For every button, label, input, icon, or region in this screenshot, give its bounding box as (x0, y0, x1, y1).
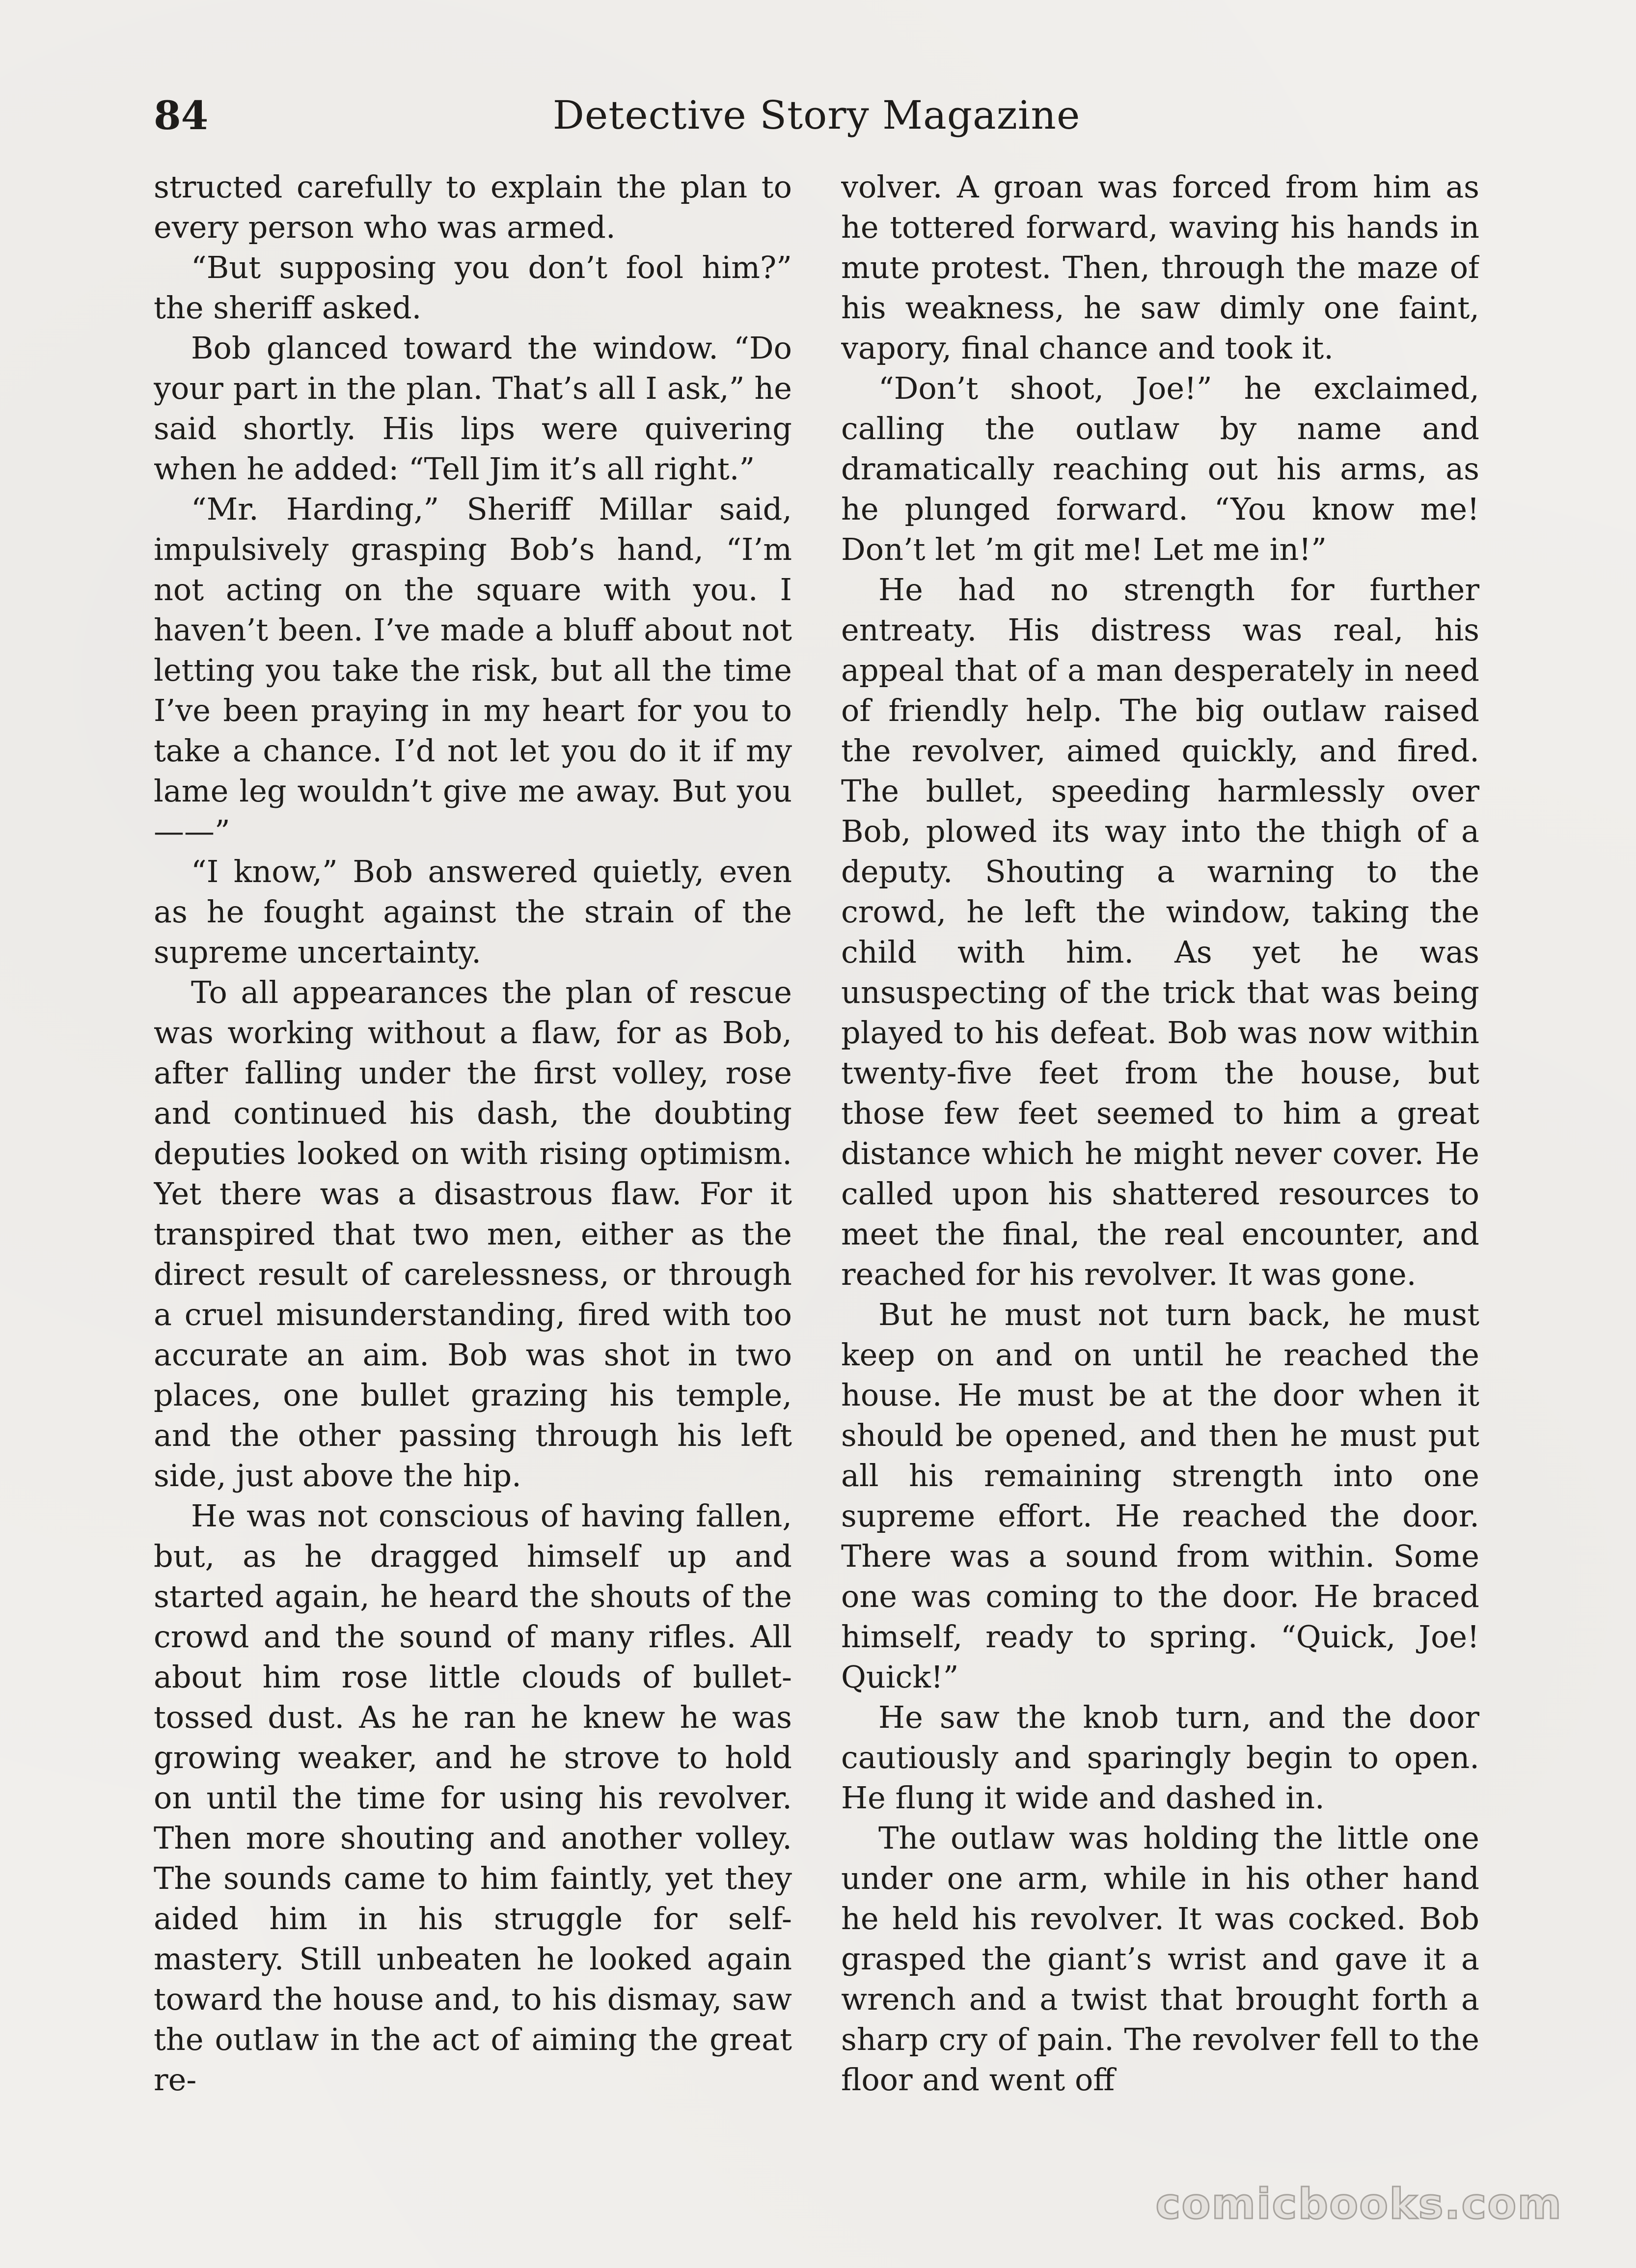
page-number: 84 (154, 92, 209, 138)
paragraph: He had no strength for further entreaty. His distress was real, his appeal that of a man desperately in need of friendly help. The big outlaw raised the revolver, aimed quickly, and fired. The bullet, speeding harmlessly over Bob, plowed its way into the thigh of a deputy. Shouting a warning to the crowd, he left the window, taking the child with him. As yet he was unsuspecting of the trick that was being played to his defeat. Bob was now within twenty-five feet from the house, but those few feet seemed to him a great distance which he might never cover. He called upon his shattered resources to meet the final, the real encounter, and reached for his revolver. It was gone. (841, 572, 1479, 1292)
watermark-logo: comicbooks.com (1155, 2180, 1562, 2229)
paragraph: “But supposing you don’t fool him?” the sheriff asked. (154, 249, 792, 326)
paragraph: “I know,” Bob answered quietly, even as he fought against the strain of the supreme uncertainty. (154, 854, 792, 970)
paragraph: “Don’t shoot, Joe!” he exclaimed, calling the outlaw by name and dramatically reaching out his arms, as he plunged forward. “You know me! Don’t let ’m git me! Let me in!” (841, 370, 1479, 567)
paragraph: Bob glanced toward the window. “Do your part in the plan. That’s all I ask,” he said shortly. His lips were quivering when he added: “Tell Jim it’s all right.” (154, 330, 792, 487)
paragraph: To all appearances the plan of rescue was working without a flaw, for as Bob, after falling under the first volley, rose and continued his dash, the doubting deputies looked on with rising optimism. Yet there was a disastrous flaw. For it transpired that two men, either as the direct result of carelessness, or through a cruel misunderstanding, fired with too accurate an aim. Bob was shot in two places, one bullet grazing his temple, and the other passing through his left side, just above the hip. (154, 974, 792, 1494)
paragraph: structed carefully to explain the plan to every person who was armed. (154, 169, 792, 245)
paragraph: He saw the knob turn, and the door cautiously and sparingly begin to open. He flung it wide and dashed in. (841, 1699, 1479, 1816)
paragraph: He was not conscious of having fallen, but, as he dragged himself up and started again, he heard the shouts of the crowd and the sound of many rifles. All about him rose little clouds of bullet-tossed dust. As he ran he knew he was growing weaker, and he strove to hold on until the time for using his revolver. Then more shouting and another volley. The sounds came to him faintly, yet they aided him in his struggle for self-mastery. Still unbeaten he looked again toward the house and, to his dismay, saw the outlaw in the act of aiming the great re- (154, 1498, 792, 2098)
left-column (154, 167, 792, 2176)
paragraph: “Mr. Harding,” Sheriff Millar said, impulsively grasping Bob’s hand, “I’m not acting on the square with you. I haven’t been. I’ve made a bluff about not letting you take the risk, but all the time I’ve been praying in my heart for you to take a chance. I’d not let you do it if my lame leg wouldn’t give me away. But you——” (154, 491, 792, 849)
running-header (154, 81, 1479, 150)
paragraph: But he must not turn back, he must keep on and on until he reached the house. He must be at the door when it should be opened, and then he must put all his remaining strength into one supreme effort. He reached the door. There was a sound from within. Some one was coming to the door. He braced himself, ready to spring. “Quick, Joe! Quick!” (841, 1297, 1479, 1695)
paragraph: The outlaw was holding the little one under one arm, while in his other hand he held his revolver. It was cocked. Bob grasped the giant’s wrist and gave it a wrench and a twist that brought forth a sharp cry of pain. The revolver fell to the floor and went off (841, 1820, 1479, 2098)
running-title: Detective Story Magazine (552, 92, 1081, 138)
right-column (841, 167, 1479, 2176)
paragraph: volver. A groan was forced from him as he tottered forward, waving his hands in mute protest. Then, through the maze of his weakness, he saw dimly one faint, vapory, final chance and took it. (841, 169, 1479, 366)
